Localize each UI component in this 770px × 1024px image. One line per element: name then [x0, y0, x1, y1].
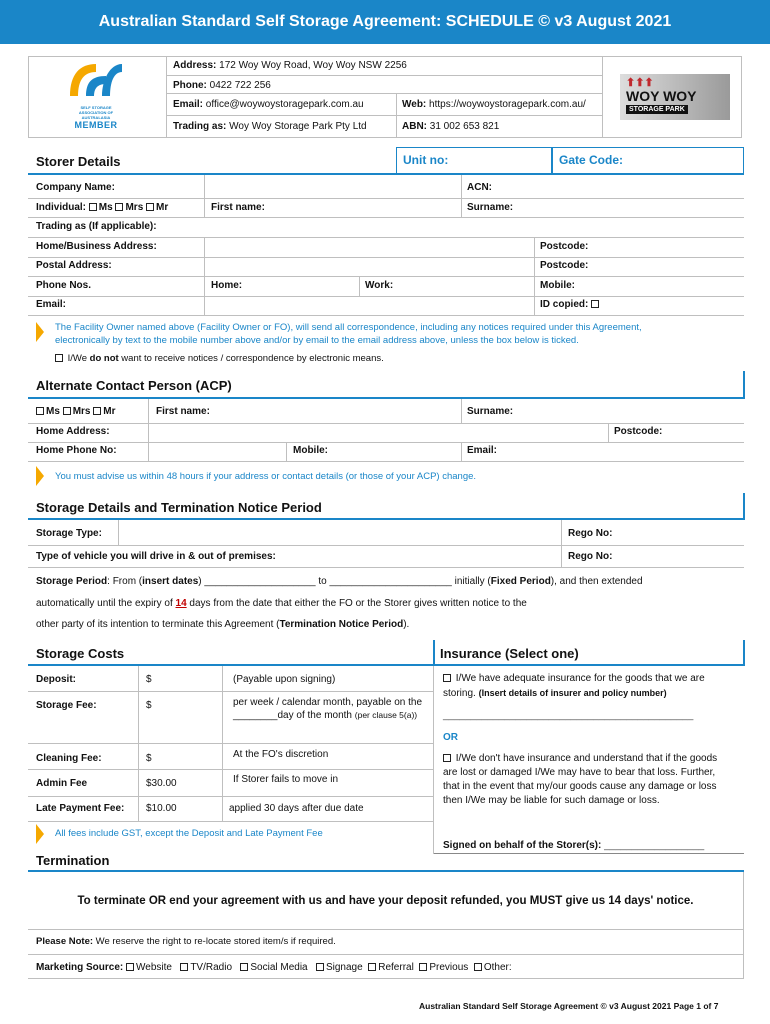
acp-home-phone-label: Home Phone No: [36, 445, 117, 456]
work-phone-label: Work: [365, 280, 394, 291]
acp-home-address-label: Home Address: [36, 426, 110, 437]
other-checkbox[interactable] [474, 963, 482, 971]
notice-arrow-icon [36, 322, 44, 342]
website-checkbox[interactable] [126, 963, 134, 971]
page-footer: Australian Standard Self Storage Agreement © v3 August 2021 Page 1 of 7 [419, 1001, 719, 1011]
gate-code-box[interactable] [552, 147, 744, 174]
email-label: Email: [36, 299, 67, 310]
storage-details-heading: Storage Details and Termination Notice Period [36, 500, 322, 515]
rego-no-label-2: Rego No: [568, 551, 613, 562]
logo-woywoy: WOY WOY [626, 88, 697, 104]
cost-row-label: Admin Fee [36, 778, 88, 789]
insurance-yes-checkbox[interactable] [443, 674, 451, 682]
acp-mr-checkbox[interactable] [93, 407, 101, 415]
insurance-or: OR [443, 732, 458, 743]
id-copied-checkbox[interactable] [591, 300, 599, 308]
insurance-option-2: I/We don't have insurance and understand that if the goods are lost or damaged I/We may have to bear that loss. Further, that in the event that my/our goods cause any damage or loss then I/We may be liable for such damage or loss. [443, 753, 718, 806]
cost-row-label: Cleaning Fee: [36, 753, 102, 764]
insurance-no-checkbox[interactable] [443, 754, 451, 762]
cost-row-desc: At the FO's discretion [233, 749, 329, 760]
logo-storage-park: STORAGE PARK [626, 105, 688, 114]
acp-notice-arrow-icon [36, 466, 44, 486]
facility-trading: Trading as: Woy Woy Storage Park Pty Ltd [173, 121, 367, 132]
storage-fee-desc: per week / calendar month, payable on the ________day of the month (per clause 5(a)) [233, 697, 423, 721]
gst-arrow-icon [36, 824, 44, 844]
ms-checkbox[interactable] [89, 203, 97, 211]
first-name-label: First name: [211, 202, 265, 213]
acp-surname-label: Surname: [467, 406, 514, 417]
logo-member: MEMBER [74, 120, 118, 130]
individual-title-field: Individual: Ms Mrs Mr [36, 202, 169, 213]
logo-text-2: ASSOCIATION OF [78, 110, 114, 115]
marketing-source: Marketing Source: Website TV/Radio Social Media Signage Referral Previous Other: [36, 962, 512, 973]
storage-type-label: Storage Type: [36, 528, 102, 539]
cost-row-amount: $10.00 [146, 803, 177, 814]
acn-label: ACN: [467, 182, 492, 193]
acp-title-field: Ms Mrs Mr [36, 406, 116, 418]
acp-heading: Alternate Contact Person (ACP) [36, 378, 232, 393]
signature-blank[interactable]: __________________ [604, 840, 705, 851]
insurance-details-blank[interactable]: _____________________________________________ [443, 710, 694, 721]
ssaa-logo-icon [66, 60, 126, 100]
unit-no-label: Unit no: [403, 153, 449, 167]
cost-row-label: Storage Fee: [36, 700, 97, 711]
postcode-label: Postcode: [540, 241, 589, 252]
cost-row-amount: $ [146, 674, 152, 685]
signage-checkbox[interactable] [316, 963, 324, 971]
ssaa-logo [66, 60, 126, 134]
cost-row-amount: $ [146, 700, 152, 711]
storage-period-text-2: automatically until the expiry of 14 days from the date that either the FO or the Storer gives written notice to the [36, 598, 527, 609]
mrs-checkbox[interactable] [115, 203, 123, 211]
unit-no-box[interactable] [396, 147, 552, 174]
insurance-option-1: I/We have adequate insurance for the goods that we are storing. (Insert details of insurer and policy number) [443, 673, 705, 699]
cost-row-label: Late Payment Fee: [36, 803, 125, 814]
storer-details-heading: Storer Details [36, 154, 121, 169]
electronic-notice: The Facility Owner named above (Facility Owner or FO), will send all correspondence, including any notices required under this Agreement, electronically by text to the mobile number above and/or by email to the email address above, unless the box below is ticked. [55, 322, 642, 346]
termination-notice [28, 872, 744, 929]
storage-period-text-3: other party of its intention to terminate this Agreement (Termination Notice Period). [36, 619, 410, 630]
mr-checkbox[interactable] [146, 203, 154, 211]
cost-row-desc: applied 30 days after due date [229, 803, 364, 814]
trading-as-label: Trading as (If applicable): [36, 221, 157, 232]
postal-address-label: Postal Address: [36, 260, 112, 271]
document-title: Australian Standard Self Storage Agreement: SCHEDULE © v3 August 2021 [98, 13, 672, 30]
home-address-label: Home/Business Address: [36, 241, 157, 252]
facility-web: Web: https://woywoystoragepark.com.au/ [402, 99, 586, 110]
gate-code-label: Gate Code: [559, 153, 624, 167]
id-copied-field: ID copied: [540, 299, 601, 311]
tv-radio-checkbox[interactable] [180, 963, 188, 971]
acp-first-name-label: First name: [156, 406, 210, 417]
postal-postcode-label: Postcode: [540, 260, 589, 271]
termination-text: To terminate OR end your agreement with us and have your deposit refunded, you MUST give us 14 days' notice. [77, 894, 694, 907]
acp-mrs-checkbox[interactable] [63, 407, 71, 415]
facility-abn: ABN: 31 002 653 821 [402, 121, 500, 132]
storage-period-text: Storage Period: From (insert dates) ____________________ to ______________________ initially (Fixed Period), and then extended [36, 576, 643, 587]
previous-checkbox[interactable] [419, 963, 427, 971]
electronic-optout: I/We do not want to receive notices / correspondence by electronic means. [55, 353, 384, 365]
rego-no-label-1: Rego No: [568, 528, 613, 539]
social-media-checkbox[interactable] [240, 963, 248, 971]
facility-phone: Phone: 0422 722 256 [173, 80, 271, 91]
acp-mobile-label: Mobile: [293, 445, 328, 456]
surname-label: Surname: [467, 202, 514, 213]
document-title-banner [0, 0, 770, 44]
termination-heading: Termination [36, 853, 110, 868]
cost-row-desc: If Storer fails to move in [233, 774, 339, 785]
cost-row-amount: $ [146, 753, 152, 764]
referral-checkbox[interactable] [368, 963, 376, 971]
company-name-label: Company Name: [36, 182, 115, 193]
cost-row-label: Deposit: [36, 674, 76, 685]
insurance-heading: Insurance (Select one) [440, 646, 579, 661]
acp-email-label: Email: [467, 445, 498, 456]
acp-ms-checkbox[interactable] [36, 407, 44, 415]
insurance-signature: Signed on behalf of the Storer(s): __________________ [443, 840, 705, 851]
storage-costs-heading: Storage Costs [36, 646, 125, 661]
acp-notice: You must advise us within 48 hours if your address or contact details (or those of your ACP) change. [55, 471, 477, 482]
woywoy-logo [620, 74, 730, 120]
cost-row-desc: (Payable upon signing) [233, 674, 336, 685]
vehicle-type-label: Type of vehicle you will drive in & out of premises: [36, 551, 276, 562]
home-phone-label: Home: [211, 280, 243, 291]
mobile-label: Mobile: [540, 280, 575, 291]
acp-postcode-label: Postcode: [614, 426, 663, 437]
logo-text-1: SELF STORAGE [80, 105, 112, 110]
arrows-icon: ⬆⬆⬆ [626, 77, 654, 89]
cost-row-amount: $30.00 [146, 778, 177, 789]
optout-checkbox[interactable] [55, 354, 63, 362]
facility-address: Address: 172 Woy Woy Road, Woy Woy NSW 2256 [173, 60, 407, 71]
gst-note: All fees include GST, except the Deposit and Late Payment Fee [55, 828, 323, 839]
logo-text-3: AUSTRALASIA [81, 115, 111, 120]
please-note: Please Note: We reserve the right to re-locate stored item/s if required. [36, 936, 336, 947]
facility-email: Email: office@woywoystoragepark.com.au [173, 99, 364, 110]
phone-nos-label: Phone Nos. [36, 280, 92, 291]
